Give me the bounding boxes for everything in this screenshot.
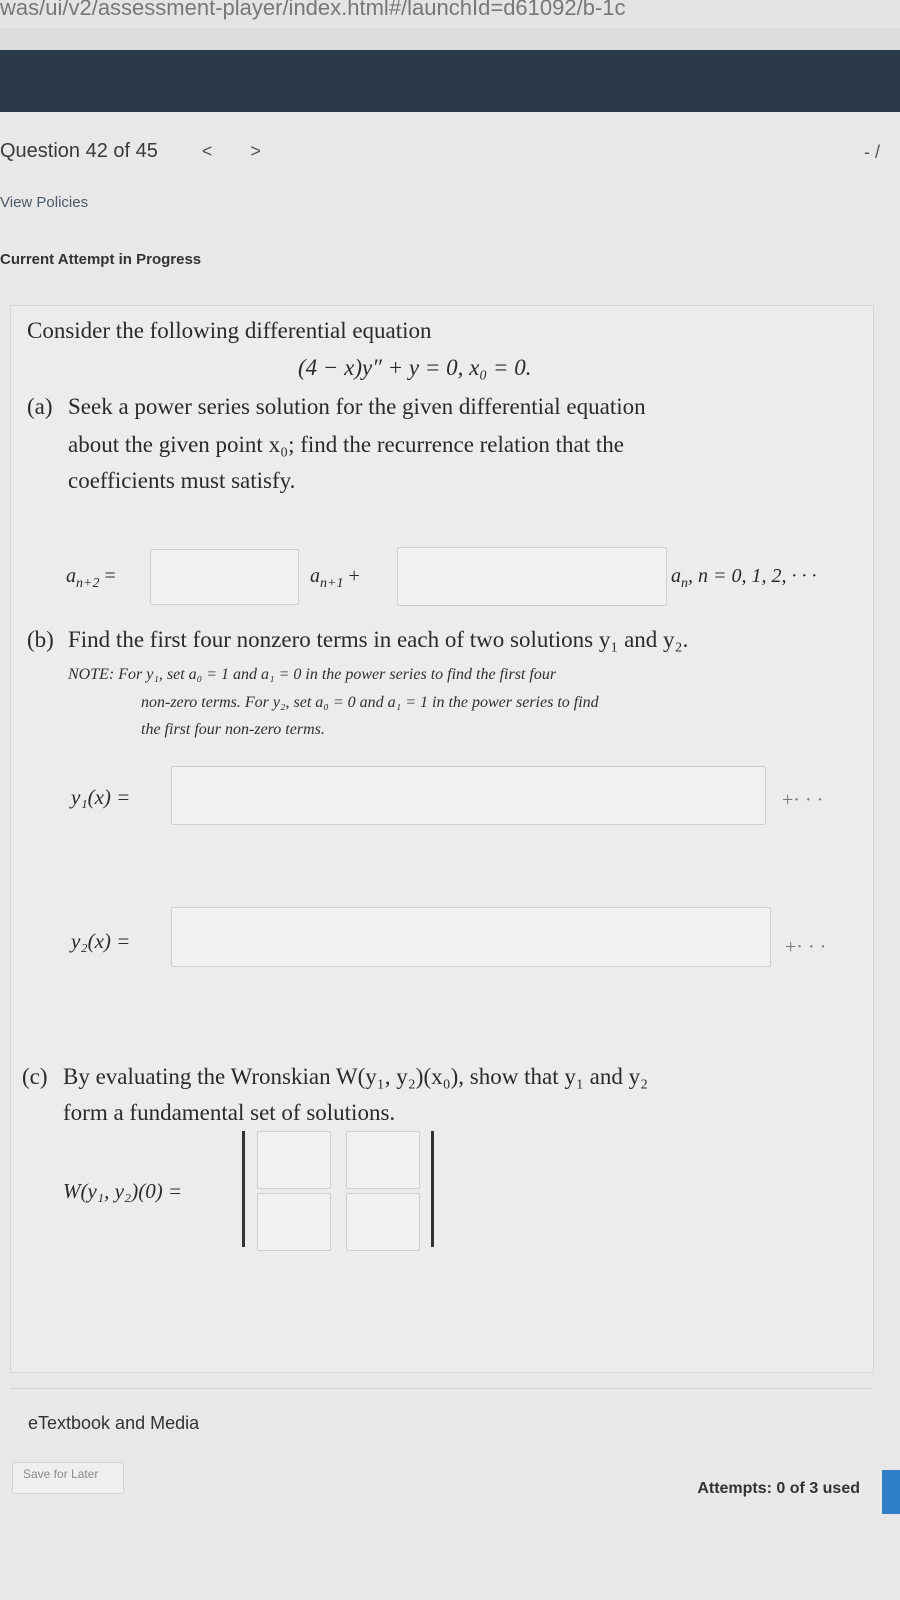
wronskian-a12-input[interactable] xyxy=(346,1131,420,1189)
part-c-line1: By evaluating the Wronskian W(y₁, y₂)(x₀), show that y₁ and y₂ xyxy=(63,1064,649,1089)
attempt-status: Current Attempt in Progress xyxy=(0,251,202,268)
y1-input[interactable] xyxy=(171,766,766,825)
recurrence-coefficient-2-input[interactable] xyxy=(397,547,667,606)
question-counter: Question 42 of 45 xyxy=(0,140,158,162)
part-c-line2: form a fundamental set of solutions. xyxy=(63,1100,396,1125)
submit-button-edge[interactable] xyxy=(882,1470,900,1514)
recurrence-tail: $a_n$, n = 0, 1, 2, · · · xyxy=(671,565,817,591)
part-b-text: Find the first four nonzero terms in each of two solutions y₁ and y₂. xyxy=(68,627,689,652)
y1-ellipsis: +· · · xyxy=(782,789,824,811)
part-a-text-line3: coefficients must satisfy. xyxy=(68,468,296,493)
determinant-left-bar xyxy=(242,1131,245,1247)
wronskian-a21-input[interactable] xyxy=(257,1193,331,1251)
part-a-text-line2: about the given point x₀; find the recurrence relation that the xyxy=(68,432,624,457)
wronskian-label: W(y₁, y₂)(0) = xyxy=(63,1179,183,1203)
problem-intro: Consider the following differential equation xyxy=(27,318,432,343)
y1-label: y₁(x) = xyxy=(71,785,131,809)
y2-ellipsis: +· · · xyxy=(785,936,827,958)
browser-url[interactable]: was/ui/v2/assessment-player/index.html#/launchId=d61092/b-1c xyxy=(0,0,900,28)
browser-gap xyxy=(0,28,900,50)
app-header xyxy=(0,50,900,112)
part-c-label: (c) xyxy=(22,1064,48,1089)
recurrence-lhs: $a_{n+2}$ = xyxy=(66,565,116,591)
wronskian-a22-input[interactable] xyxy=(346,1193,420,1251)
y2-label: y₂(x) = xyxy=(71,929,131,953)
note-line1: NOTE: For y₁, set a₀ = 1 and a₁ = 0 in the power series to find the first four xyxy=(68,666,557,683)
question-navigation xyxy=(0,140,261,163)
recurrence-coefficient-1-input[interactable] xyxy=(150,549,299,605)
part-a-text-line1: Seek a power series solution for the given differential equation xyxy=(68,394,646,419)
next-question-button[interactable]: > xyxy=(250,141,261,161)
previous-question-button[interactable]: < xyxy=(201,141,213,161)
part-a-label: (a) xyxy=(27,394,53,419)
differential-equation: (4 − x)y″ + y = 0, x₀ = 0. xyxy=(298,355,532,380)
y2-input[interactable] xyxy=(171,907,771,967)
save-for-later-button[interactable]: Save for Later xyxy=(12,1462,124,1494)
attempts-counter: Attempts: 0 of 3 used xyxy=(697,1480,860,1497)
recurrence-middle-term: $a_{n+1}$ + xyxy=(310,565,360,591)
wronskian-a11-input[interactable] xyxy=(257,1131,331,1189)
etextbook-media-link[interactable]: eTextbook and Media xyxy=(28,1413,200,1433)
note-line3: the first four non-zero terms. xyxy=(141,721,325,738)
determinant-right-bar xyxy=(431,1131,434,1247)
points-marker: - / xyxy=(864,142,880,162)
part-b-label: (b) xyxy=(27,627,54,652)
note-line2: non-zero terms. For y₂, set a₀ = 0 and a₁ = 1 in the power series to find xyxy=(141,694,599,711)
view-policies-link[interactable]: View Policies xyxy=(0,194,89,211)
